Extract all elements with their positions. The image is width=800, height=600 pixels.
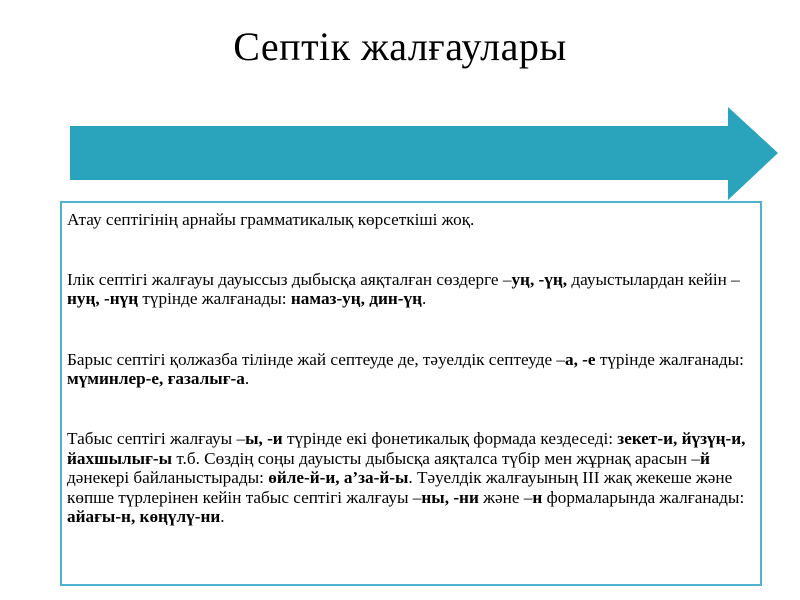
bold-text-run: ны, -ни: [421, 487, 479, 507]
bold-text-run: й: [700, 448, 710, 468]
text-run: түрінде екі фонетикалық формада кездеседі:: [282, 428, 618, 448]
bold-text-run: н: [532, 487, 543, 507]
bold-text-run: айағы-н, көңүлү-ни: [67, 507, 221, 527]
paragraph-dative: [67, 350, 754, 389]
arrow-body: [70, 107, 778, 200]
text-run: және –: [478, 487, 533, 507]
bold-text-run: намаз-уң, дин-үң: [290, 289, 422, 309]
text-run: түрінде жалғанады:: [138, 289, 291, 309]
content-text-box: [60, 201, 762, 586]
text-run: Барыс септігі қолжазба тілінде жай септеуде де, тәуелдік септеуде –: [67, 349, 565, 369]
text-run: т.б. Сөздің соңы дауысты дыбысқа аяқталса түбір мен жұрнақ арасын –: [172, 448, 701, 468]
paragraph-accusative: [67, 429, 754, 527]
text-run: дәнекері байланыстырады:: [67, 468, 269, 488]
text-run: Табыс септігі жалғауы –: [67, 428, 246, 448]
bold-text-run: уң, -үң,: [511, 269, 568, 289]
text-run: .: [244, 369, 250, 389]
paragraph-genitive: [67, 270, 754, 309]
text-run: формаларында жалғанады:: [542, 487, 745, 507]
bold-text-run: нуң, -нүң: [67, 289, 139, 309]
text-run: .: [422, 289, 427, 309]
text-run: түрінде жалғанады:: [595, 349, 744, 369]
text-run: . Тәуелдік жалғауының ІІІ жақ жекеше және көпше түрлерінен кейін табыс септігі жалғауы –: [67, 468, 733, 507]
bold-text-run: ы, -и: [245, 428, 283, 448]
text-run: дауыстылардан кейін –: [567, 269, 740, 289]
bold-text-run: мүминлер-е, ғазалығ-а: [67, 369, 245, 389]
paragraph-nominative: [67, 210, 754, 230]
bold-text-run: өйле-й-и, а’за-й-ы: [268, 468, 409, 488]
text-run: Ілік септігі жалғауы дауыссыз дыбысқа аяқталған сөздерге –: [67, 269, 512, 289]
slide-title: Септік жалғаулары: [233, 24, 567, 69]
text-run: .: [220, 507, 225, 527]
bold-text-run: а, -е: [564, 349, 596, 369]
bold-text-run: зекет-и, йүзүң-и, йахшылығ-ы: [67, 428, 746, 468]
text-run: Атау септігінің арнайы грамматикалық көрсеткіші жоқ.: [67, 210, 475, 229]
